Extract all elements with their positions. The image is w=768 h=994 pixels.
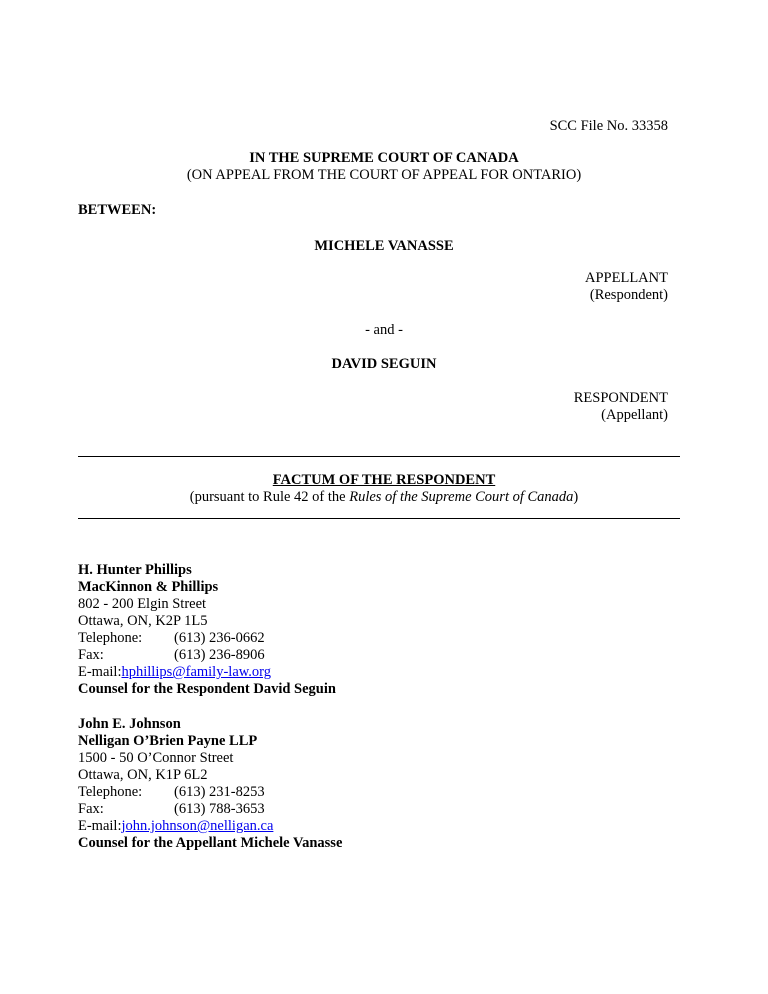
court-title: IN THE SUPREME COURT OF CANADA bbox=[249, 150, 519, 166]
counsel-fax bbox=[78, 647, 336, 664]
appellant-role: APPELLANT bbox=[585, 270, 668, 286]
appellant-below-role: (Respondent) bbox=[589, 287, 668, 303]
file-number: SCC File No. 33358 bbox=[549, 118, 668, 134]
counsel-name: John E. Johnson bbox=[78, 716, 181, 732]
factum-subtitle-suffix: ) bbox=[573, 489, 579, 505]
respondent-below-role: (Appellant) bbox=[601, 407, 668, 423]
respondent-name: DAVID SEGUIN bbox=[331, 356, 437, 372]
factum-heading bbox=[0, 472, 768, 506]
fax-value: (613) 788-3653 bbox=[174, 801, 265, 817]
fax-value: (613) 236-8906 bbox=[174, 647, 265, 663]
appellant-block bbox=[585, 270, 668, 304]
phone-value: (613) 231-8253 bbox=[174, 784, 265, 800]
email-link[interactable]: hphillips@family-law.org bbox=[121, 664, 271, 680]
fax-label: Fax: bbox=[78, 647, 104, 663]
counsel-email bbox=[78, 664, 336, 681]
email-label: E-mail: bbox=[78, 664, 122, 680]
counsel-fax bbox=[78, 801, 342, 818]
counsel-role: Counsel for the Appellant Michele Vanasse bbox=[78, 835, 343, 851]
email-link[interactable]: john.johnson@nelligan.ca bbox=[121, 818, 274, 834]
counsel-role: Counsel for the Respondent David Seguin bbox=[78, 681, 336, 697]
counsel-email bbox=[78, 818, 342, 835]
counsel-firm: Nelligan O’Brien Payne LLP bbox=[78, 733, 258, 749]
bottom-divider bbox=[78, 518, 680, 519]
counsel-address-line1: 802 - 200 Elgin Street bbox=[78, 596, 207, 612]
respondent-block bbox=[574, 390, 668, 424]
court-heading bbox=[0, 150, 768, 184]
phone-value: (613) 236-0662 bbox=[174, 630, 265, 646]
counsel-block-appellant bbox=[78, 716, 342, 852]
email-label: E-mail: bbox=[78, 818, 122, 834]
and-separator: - and - bbox=[365, 322, 403, 338]
phone-label: Telephone: bbox=[78, 784, 143, 800]
between-label: BETWEEN: bbox=[78, 202, 157, 218]
counsel-address-line2: Ottawa, ON, K2P 1L5 bbox=[78, 613, 208, 629]
factum-title: FACTUM OF THE RESPONDENT bbox=[272, 472, 496, 488]
court-subtitle: (ON APPEAL FROM THE COURT OF APPEAL FOR ONTARIO) bbox=[186, 167, 582, 183]
counsel-name: H. Hunter Phillips bbox=[78, 562, 192, 578]
counsel-address-line2: Ottawa, ON, K1P 6L2 bbox=[78, 767, 208, 783]
counsel-block-respondent bbox=[78, 562, 336, 698]
respondent-role: RESPONDENT bbox=[573, 390, 668, 406]
fax-label: Fax: bbox=[78, 801, 104, 817]
appellant-name: MICHELE VANASSE bbox=[314, 238, 454, 254]
top-divider bbox=[78, 456, 680, 457]
counsel-phone bbox=[78, 630, 336, 647]
counsel-firm: MacKinnon & Phillips bbox=[78, 579, 219, 595]
counsel-address-line1: 1500 - 50 O’Connor Street bbox=[78, 750, 234, 766]
factum-subtitle bbox=[0, 489, 768, 506]
phone-label: Telephone: bbox=[78, 630, 143, 646]
factum-subtitle-prefix: (pursuant to Rule 42 of the bbox=[189, 489, 350, 505]
counsel-phone bbox=[78, 784, 342, 801]
factum-subtitle-rules: Rules of the Supreme Court of Canada bbox=[349, 489, 574, 505]
